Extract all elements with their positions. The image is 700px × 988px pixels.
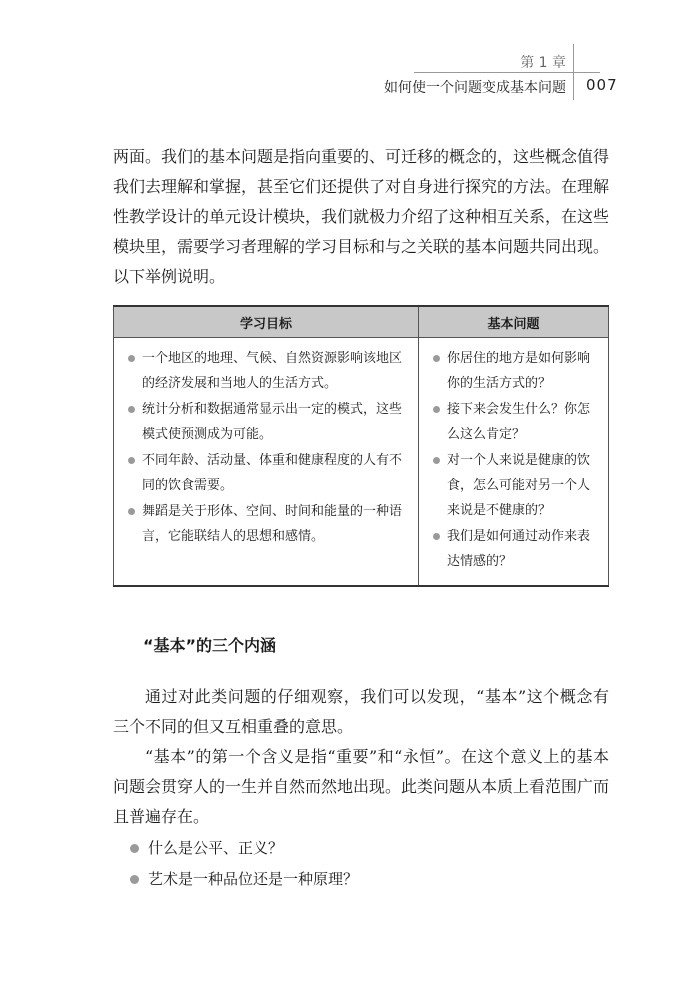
- list-item: 统计分析和数据通常显示出一定的模式，这些模式使预测成为可能。: [128, 397, 408, 447]
- list-item: 一个地区的地理、气候、自然资源影响该地区的经济发展和当地人的生活方式。: [128, 346, 408, 396]
- page-number: 007: [586, 76, 618, 94]
- body-paragraph-1: 两面。我们的基本问题是指向重要的、可迁移的概念的，这些概念值得我们去理解和掌握，甚至它们还提供了对自身进行探究的方法。在理解性教学设计的单元设计模块，我们就极力介绍了这种相互关系，在这些模块里，需要学习者理解的学习目标和与之关联的基本问题共同出现。以下举例说明。: [113, 147, 610, 286]
- header-divider-vertical: [573, 44, 574, 100]
- table-header-row: [114, 306, 609, 338]
- essential-questions-cell: [419, 338, 609, 587]
- list-item: 舞蹈是关于形体、空间、时间和能量的一种语言，它能联结人的思想和感情。: [128, 499, 408, 549]
- chapter-label: 第 1 章: [520, 55, 566, 71]
- section-heading: “基本”的三个内涵: [143, 636, 277, 655]
- body-paragraph-2: 通过对此类问题的仔细观察，我们可以发现，“基本”这个概念有三个不同的但又互相重叠的意思。: [113, 687, 609, 736]
- page-header: [0, 0, 700, 110]
- learning-goals-list: [128, 346, 408, 549]
- chapter-title: 如何使一个问题变成基本问题: [384, 80, 566, 96]
- list-item: 对一个人来说是健康的饮食，怎么可能对另一个人来说是不健康的？: [433, 448, 598, 523]
- learning-goals-cell: [114, 338, 419, 587]
- table-header-essential-questions: 基本问题: [419, 306, 609, 338]
- goals-table: [113, 305, 609, 587]
- table-header-learning-goals: 学习目标: [114, 306, 419, 338]
- list-item: 什么是公平、正义？: [130, 833, 580, 864]
- list-item: 艺术是一种品位还是一种原理？: [130, 864, 580, 895]
- list-item: 接下来会发生什么？你怎么这么肯定？: [433, 397, 598, 447]
- list-item: 你居住的地方是如何影响你的生活方式的？: [433, 346, 598, 396]
- essential-questions-list: [433, 346, 598, 574]
- table-row: [114, 338, 609, 587]
- body-paragraph-3: “基本”的第一个含义是指“重要”和“永恒”。在这个意义上的基本问题会贯穿人的一生并自然而然地出现。此类问题从本质上看范围广而且普遍存在。: [113, 747, 610, 826]
- list-item: 不同年龄、活动量、体重和健康程度的人有不同的饮食需要。: [128, 448, 408, 498]
- list-item: 我们是如何通过动作来表达情感的？: [433, 524, 598, 574]
- question-bullet-list: [130, 833, 580, 895]
